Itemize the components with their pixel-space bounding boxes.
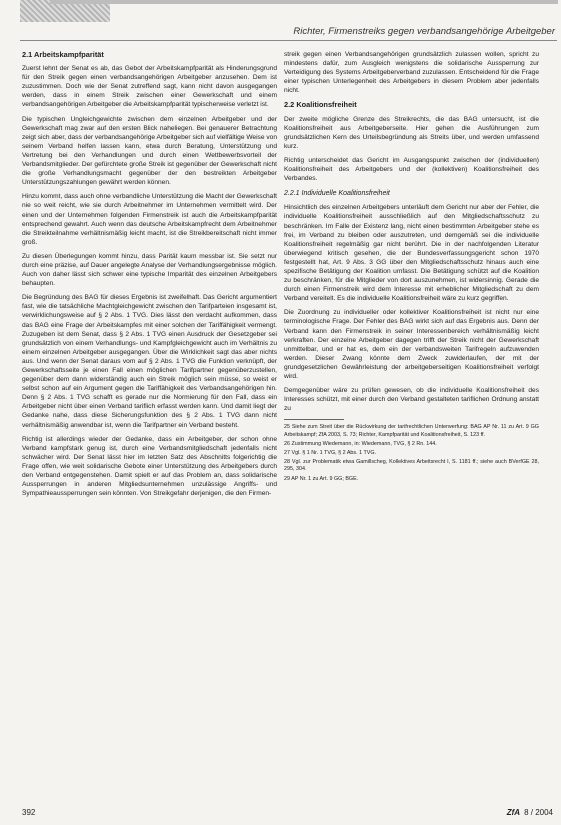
footnote: 28 Vgl. zur Problematik etwa Gamillscheg, Kollektives Arbeitsrecht I, S. 1181 ff.; siehe auch BVerfGE 28, 295, 304. <box>284 459 539 473</box>
subsection-heading-2-2-1: 2.2.1 Individuelle Koalitionsfreiheit <box>284 190 390 198</box>
paragraph: Zu diesen Überlegungen kommt hinzu, dass Parität kaum messbar ist. Sie setzt nur durch eine präzise, auf Dauer angelegte Analyse der Verhandlungsergebnisse möglich. Auch von daher lässt sich schwer eine typische Imparität des einzelnen Arbeitgebers behaupten. <box>22 252 277 288</box>
footnote: 25 Siehe zum Streit über die Rückwirkung der tarifrechtlichen Unterwerfung: BAG AP Nr. 11 zu Art. 9 GG Arbeitskampf; ZfA 2003, S. 73; Richter, Kampfparität und Koalitionsfreiheit, S. 123 ff. <box>284 424 539 438</box>
section-heading-2-1: 2.1 Arbeitskampfparität <box>22 50 104 59</box>
footnote-rule <box>284 419 344 420</box>
paragraph: Zuerst lehnt der Senat es ab, das Gebot der Arbeitskampfparität als Hinderungsgrund für den Streik gegen einen verbandsangehörigen Arbeitgeber anzusehen. Dem ist zuzustimmen. Doch wie der Senat zutreffend sagt, kann nicht davon ausgegangen werden, dass in einem Streik zwischen einer Gewerkschaft und einem verbandsangehörigen Arbeitgeber die Arbeitskampfparität typischerweise verletzt ist. <box>22 65 277 109</box>
footnote: 26 Zustimmung Wiedemann, in: Wiedemann, TVG, § 2 Rn. 144. <box>284 440 437 447</box>
paragraph: streik gegen einen Verbandsangehörigen grundsätzlich zulassen wollen, spricht zu mindestens dafür, zum Ausgleich wenigstens die solidarische Aussperrung zur Verteidigung des Systems Arbeitgeberverband zuzulassen. Entscheidend für die Frage einer typischen Unterlegenheit des Arbeitgebers in diesem Problem aber jedenfalls nicht. <box>284 51 539 95</box>
page-header <box>0 0 561 40</box>
header-rule <box>20 40 557 41</box>
footnote: 27 Vgl. § 1 Nr. 1 TVG, § 2 Abs. 1 TVG. <box>284 449 377 456</box>
paragraph: Hinsichtlich des einzelnen Arbeitgebers unterläuft dem Gericht nur aber der Fehler, die individuelle Koalitionsfreiheit ausschließlich auf den Mitgliedschaftsschutz zu beschränken. Im Falle der Existenz lang, nicht einen bestimmten Arbeitgeber stehe es frei, im Verband zu bleiben oder auszutreten, und demgemäß sei die individuelle Koalitionsfreiheit regelmäßig gar nicht berührt. Die in der nachfolgenden Literatur überwiegend kritisch gesehen, die der Bundesverfassungsgericht schon 1970 festgestellt hat, Art. 9 Abs. 3 GG über den Mitgliedschaftsschutz hinaus auch eine spezifische Betätigung der Koalition umfasst. Die Betätigung schützt auf die Koalition zu beschränken, für die Mitglieder von dort auszunehmen, ist widersinnig. Gerade die durch einen Firmenstreik wird dem Interesse mit erheblicher Mitgliedschaft zu dem Verband vereitelt. Es die individuelle Koalitionsfreiheit wäre zu kurz gegriffen. <box>284 204 539 303</box>
paragraph: Demgegenüber wäre zu prüfen gewesen, ob die individuelle Koalitionsfreiheit des Interesses schützt, mit einer durch den Verband gestalteten tariflichen Ordnung anstatt zu <box>284 387 539 413</box>
paragraph: Die Zuordnung zu individueller oder kollektiver Koalitionsfreiheit ist nicht nur eine terminologische Frage. Der Fehler des BAG wirkt sich auf das Ergebnis aus. Denn der Verband kann den Firmenstreik in seiner Interessenbereich verhältnismäßig leicht verkraften. Der einzelne Arbeitgeber dagegen trifft der Streik nicht der Gewerkschaft unmittelbar, und er hat es, dem ein der verbandsweiten Tarifregeln aufzuwenden werden. Dieser Zwang könnte dem Zweck zuwiderlaufen, der mit der grundgesetzlichen Gewährleistung der arbeitgeberseitigen Koalitionsfreiheit verfolgt wird. <box>284 309 539 380</box>
header-top-bar <box>50 0 558 4</box>
issue-number: 8 / 2004 <box>524 808 553 817</box>
paragraph: Richtig unterscheidet das Gericht im Ausgangspunkt zwischen der (individuellen) Koalitionsfreiheit des Arbeitgebers und der (kollektiven) Koalitionsfreiheit des Verbandes. <box>284 156 539 183</box>
journal-logo: ZfA <box>506 808 521 817</box>
paragraph: Die typischen Ungleichgewichte zwischen dem einzelnen Arbeitgeber und der Gewerkschaft mag zwar auf den ersten Blick naheliegen. Bei genauerer Betrachtung zeigt sich aber, dass der verbandsangehörige Arbeitgeber sich auf vielfältige Weise von seinem Verband helfen lassen kann, etwa durch Beratung, Unterstützung und Vertretung bei den Verhandlungen und durch einen Wettbewerbsvorteil der Verbandsmitglieder. Der gefürchtete große Streik ist gegenüber der Gewerkschaft nicht die große Verhandlungsmacht gegenüber der den bestreikten Arbeitgeber Unterstützungszahlungen gewährt werden können. <box>22 115 277 187</box>
running-title: Richter, Firmenstreiks gegen verbandsangehörige Arbeitgeber <box>293 26 555 37</box>
page-footer <box>22 808 553 820</box>
footnote: 29 AP Nr. 1 zu Art. 9 GG; BGE. <box>284 475 359 482</box>
paragraph: Die Begründung des BAG für dieses Ergebnis ist zweifelhaft. Das Gericht argumentiert fast, wie die tatsächliche Machtgleichgewicht zwischen den Tarifparteien insgesamt ist, verwirklichungsweise auf § 2 Abs. 1 TVG. Dies lässt den verdacht aufkommen, dass das BAG eine Frage der Arbeitskampfes mit einer solchen der Tariffähigkeit vermengt. Zuzugeben ist dem Senat, dass § 2 Abs. 1 TVG einen Ausdruck der Gesetzgeber sei grundsätzlich von einem Verhandlungs- und Kampfgleichgewicht auch im Verhältnis zu einem einzelnen Arbeitgeber ausgegangen. Über die Wirklichkeit sagt das aber nichts aus. Und wenn der Senat daraus vom auf § 2 Abs. 1 TVG die Funktion verknüpft, der Gewerkschaftsseite je einen Fall einen möglichen Tarifpartner gegenüberzustellen, gegenüber dem dann widerständig auch ein Streik möglich sein müsse, so weist er selbst schon auf ein Argument gegen die Tariffähigkeit des Verbandsangehörigen hin. Denn § 2 Abs. 1 TVG schafft es gerade nur die Normierung für den Fall, dass ein Arbeitgeber nicht über einen Verband tariflich erfasst werden kann. Und damit liegt der Gedanke nahe, dass diese Sicherungsfunktion des § 2 Abs. 1 TVG dann nicht verhältnismäßig anwendbar ist, wenn die Tarifpartner ein Verband besteht. <box>22 294 277 429</box>
section-heading-2-2: 2.2 Koalitionsfreiheit <box>284 100 357 110</box>
footnotes <box>284 424 539 482</box>
issue-info <box>507 808 553 817</box>
page-number: 392 <box>22 808 36 817</box>
right-column <box>284 50 539 485</box>
left-column <box>22 50 277 503</box>
paragraph: Der zweite mögliche Grenze des Streikrechts, die das BAG untersucht, ist die Koalitionsfreiheit aus Arbeitgeberseite. Hier gehen die Ausführungen zum grundsätzlichen Kern des Urteilsbegründung als Streits über, und werden umfassend kurz. <box>284 115 539 150</box>
paragraph: Hinzu kommt, dass auch ohne verbandliche Unterstützung die Macht der Gewerkschaft nie so weit reicht, wie sie durch Arbeitnehmer im Unternehmen vermittelt wird. Der einen und der Unternehmen folgenden Firmenstreik ist auch die Arbeitskampfparität entsprechend gewahrt. Auch wenn das deutsche Arbeitskampfrecht dem Arbeitnehmer die Streikteilnahme verhältnismäßig leicht macht, ist die Streikbereitschaft nicht immer groß. <box>22 193 277 246</box>
paragraph: Richtig ist allerdings wieder der Gedanke, dass ein Arbeitgeber, der schon ohne Verband kampfstark genug ist, durch eine Verbandsmitgliedschaft jedenfalls nicht schwächer wird. Der Senat lässt hier im letzten Satz des Abschnitts folgerichtig die Frage offen, wie weit solidarische Gebote einer Unterstützung des Arbeitgebers durch den Verband entgegenstehen. Damit spielt er auf das Problem an, dass solidarische Aussperrungen in anderen Mitgliedsunternehmen unzulässige Angriffs- und Sympathieaussperrungen sein könnten. Von Streikgefahr derjenigen, die den Firmen- <box>22 435 277 498</box>
